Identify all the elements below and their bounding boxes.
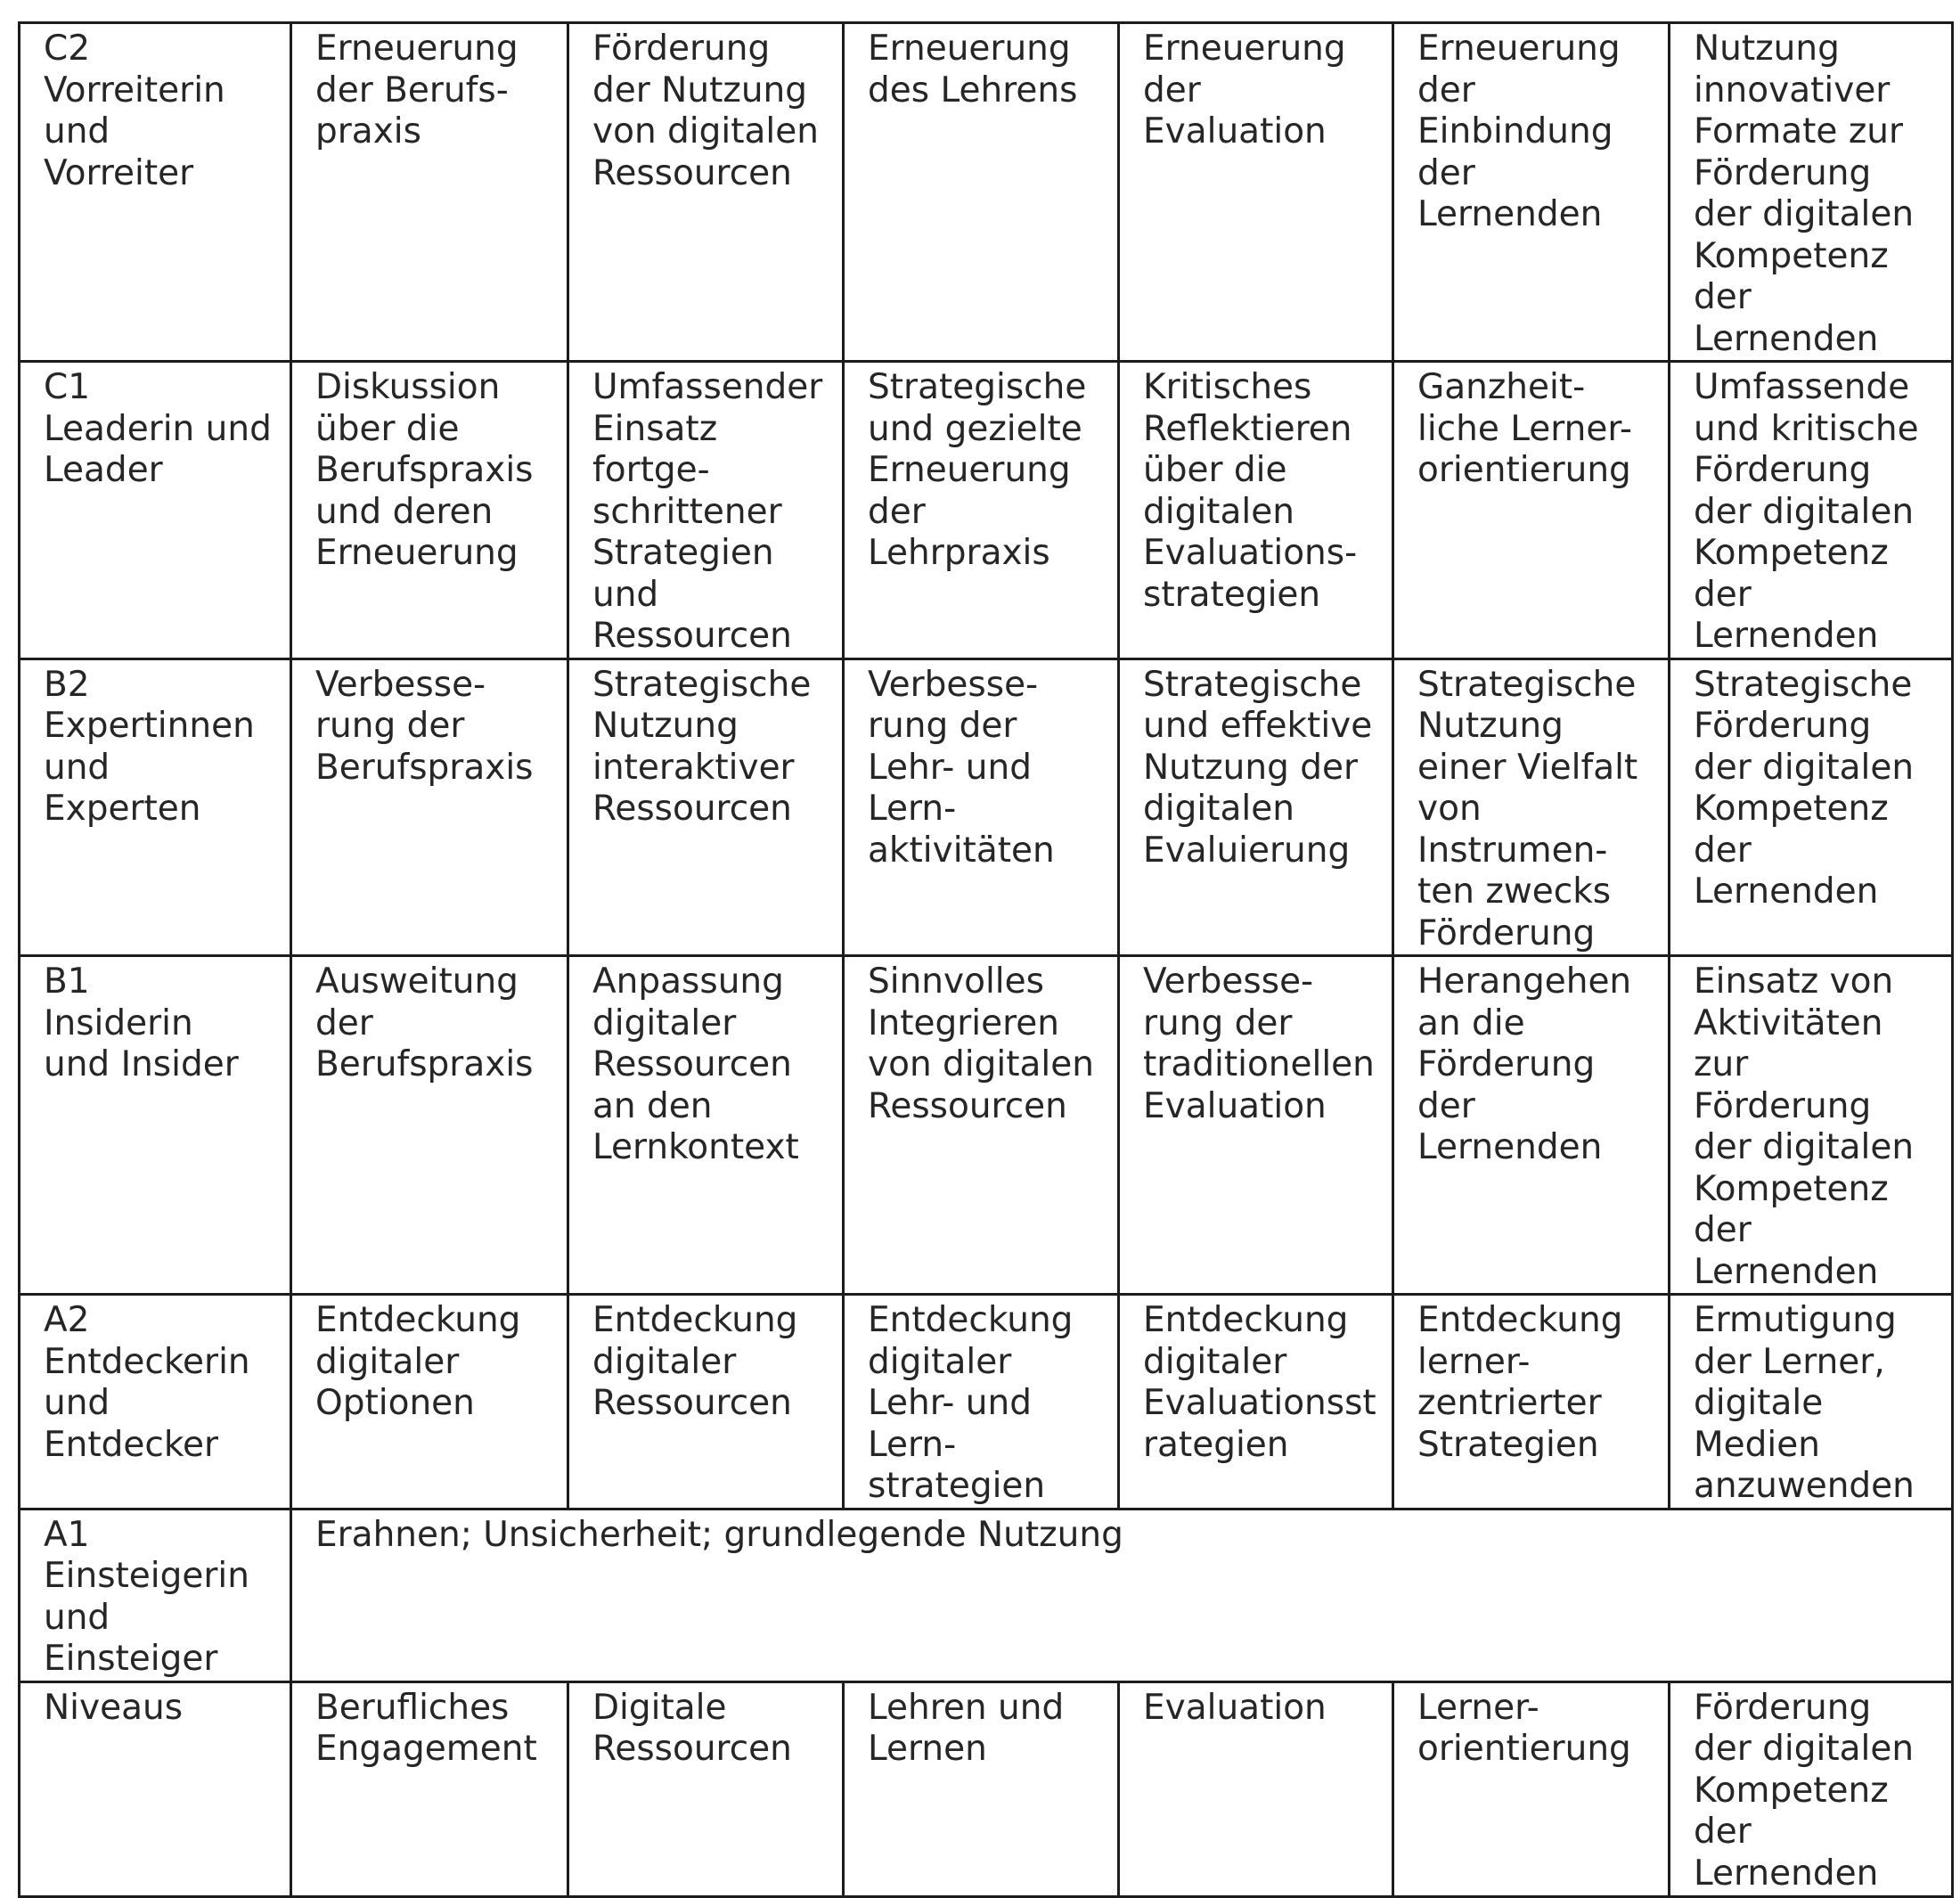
table-cell: Verbesse- rung der Lehr- und Lern- aktivitäten [844, 659, 1119, 956]
table-cell: Entdeckung lerner- zentrierter Strategien [1393, 1295, 1670, 1509]
table-cell: Entdeckung digitaler Evaluationsst rategien [1119, 1295, 1393, 1509]
category-header-cell: Lehren und Lernen [844, 1681, 1119, 1896]
table-cell: Ausweitung der Berufspraxis [291, 956, 568, 1295]
table-cell: Ermutigung der Lerner, digitale Medien anzuwenden [1670, 1295, 1953, 1509]
level-cell-c2: C2 Vorreiterin und Vorreiter [20, 23, 291, 362]
table-cell: Verbesse- rung der Berufspraxis [291, 659, 568, 956]
table-cell: Einsatz von Aktivitäten zur Förderung der digitalen Kompetenz der Lernenden [1670, 956, 1953, 1295]
table-cell: Anpassung digitaler Ressourcen an den Lernkontext [568, 956, 844, 1295]
table-row-a2 [20, 1295, 1953, 1509]
table-cell: Kritisches Reflektieren über die digitalen Evaluations- strategien [1119, 362, 1393, 659]
table-cell: Erneuerung der Berufs- praxis [291, 23, 568, 362]
table-cell: Strategische Förderung der digitalen Kompetenz der Lernenden [1670, 659, 1953, 956]
level-cell-b2: B2 Expertinnen und Experten [20, 659, 291, 956]
table-cell: Erneuerung der Evaluation [1119, 23, 1393, 362]
level-cell-b1: B1 Insiderin und Insider [20, 956, 291, 1295]
table-row-c1 [20, 362, 1953, 659]
table-row-niveaus [20, 1681, 1953, 1896]
competency-table [18, 21, 1954, 1898]
table-cell: Strategische und effektive Nutzung der digitalen Evaluierung [1119, 659, 1393, 956]
level-cell-a1: A1 Einsteigerin und Einsteiger [20, 1509, 291, 1681]
table-row-a1 [20, 1509, 1953, 1681]
table-cell: Verbesse- rung der traditionellen Evaluation [1119, 956, 1393, 1295]
level-cell-a2: A2 Entdeckerin und Entdecker [20, 1295, 291, 1509]
table-cell: Entdeckung digitaler Lehr- und Lern- strategien [844, 1295, 1119, 1509]
table-cell: Förderung der Nutzung von digitalen Ressourcen [568, 23, 844, 362]
table-cell: Erneuerung des Lehrens [844, 23, 1119, 362]
table-cell: Ganzheit- liche Lerner- orientierung [1393, 362, 1670, 659]
level-cell-c1: C1 Leaderin und Leader [20, 362, 291, 659]
category-header-cell: Digitale Ressourcen [568, 1681, 844, 1896]
table-row-b2 [20, 659, 1953, 956]
table-cell: Umfassender Einsatz fortge- schrittener Strategien und Ressourcen [568, 362, 844, 659]
table-cell: Strategische und gezielte Erneuerung der Lehrpraxis [844, 362, 1119, 659]
table-cell: Strategische Nutzung interaktiver Ressourcen [568, 659, 844, 956]
table-row-c2 [20, 23, 1953, 362]
table-cell: Umfassende und kritische Förderung der digitalen Kompetenz der Lernenden [1670, 362, 1953, 659]
table-cell: Strategische Nutzung einer Vielfalt von Instrumen- ten zwecks Förderung [1393, 659, 1670, 956]
table-cell: Herangehen an die Förderung der Lernenden [1393, 956, 1670, 1295]
table-cell: Sinnvolles Integrieren von digitalen Ressourcen [844, 956, 1119, 1295]
table-cell: Diskussion über die Berufspraxis und deren Erneuerung [291, 362, 568, 659]
table-row-b1 [20, 956, 1953, 1295]
table-cell: Entdeckung digitaler Ressourcen [568, 1295, 844, 1509]
table-cell: Erneuerung der Einbindung der Lernenden [1393, 23, 1670, 362]
a1-description-cell: Erahnen; Unsicherheit; grundlegende Nutzung [291, 1509, 1953, 1681]
category-header-cell: Förderung der digitalen Kompetenz der Lernenden [1670, 1681, 1953, 1896]
level-cell-niveaus: Niveaus [20, 1681, 291, 1896]
category-header-cell: Berufliches Engagement [291, 1681, 568, 1896]
table-cell: Entdeckung digitaler Optionen [291, 1295, 568, 1509]
table-cell: Nutzung innovativer Formate zur Förderung der digitalen Kompetenz der Lernenden [1670, 23, 1953, 362]
category-header-cell: Lerner- orientierung [1393, 1681, 1670, 1896]
category-header-cell: Evaluation [1119, 1681, 1393, 1896]
